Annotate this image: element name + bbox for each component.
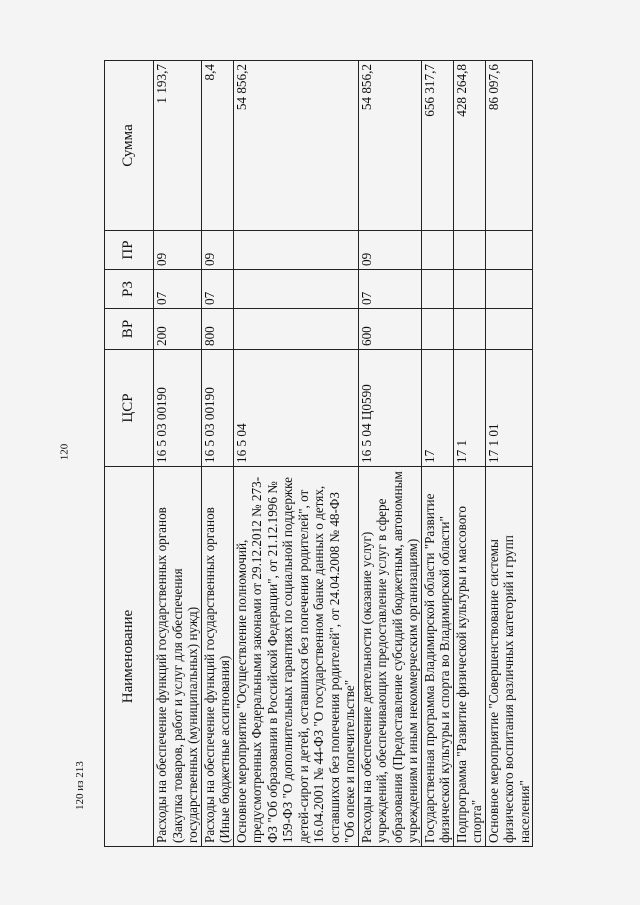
cell-pr (485, 231, 533, 270)
cell-csr: 16 5 04 Ц0590 (358, 350, 421, 467)
budget-table (104, 60, 533, 847)
table-row (154, 61, 202, 847)
table-row (358, 61, 421, 847)
cell-vr (485, 309, 533, 350)
cell-sum: 656 317,7 (421, 61, 453, 231)
cell-vr: 800 (201, 309, 233, 350)
cell-csr: 16 5 04 (233, 350, 358, 467)
cell-vr: 600 (358, 309, 421, 350)
cell-rz (421, 270, 453, 309)
cell-csr: 16 5 03 00190 (201, 350, 233, 467)
table-header-row (105, 61, 154, 847)
header-csr: ЦСР (105, 350, 154, 467)
cell-pr: 09 (201, 231, 233, 270)
rotated-page-content (104, 60, 532, 847)
cell-vr (233, 309, 358, 350)
cell-csr: 16 5 03 00190 (154, 350, 202, 467)
cell-rz: 07 (154, 270, 202, 309)
cell-name: Основное мероприятие "Осуществление полномочий, предусмотренных Федеральными законами от 29.12.2012 № 273-ФЗ "Об образовании в Российской Федерации", от 21.12.1996 № 159-ФЗ "О дополнительных гарантиях по социальной поддержке детей-сирот и детей, оставшихся без попечения родителей", от 16.04.2001 № 44-ФЗ "О государственном банке данных о детях, оставшихся без попечения родителей", от 24.04.2008 № 48-ФЗ "Об опеке и попечительстве" (233, 467, 358, 847)
cell-vr: 200 (154, 309, 202, 350)
table-row (485, 61, 533, 847)
cell-vr (453, 309, 485, 350)
cell-pr (233, 231, 358, 270)
cell-name: Подпрограмма "Развитие физической культуры и массового спорта" (453, 467, 485, 847)
cell-rz (233, 270, 358, 309)
header-pr: ПР (105, 231, 154, 270)
cell-name: Расходы на обеспечение функций государственных органов (Закупка товаров, работ и услуг для обеспечения государственных (муниципальных) нужд) (154, 467, 202, 847)
cell-name: Расходы на обеспечение деятельности (оказание услуг) учреждений, обеспечивающих предоставление услуг в сфере образования (Предоставление субсидий бюджетным, автономным учреждениям и иным некоммерческим организациям) (358, 467, 421, 847)
cell-csr: 17 1 01 (485, 350, 533, 467)
cell-name: Государственная программа Владимирской области "Развитие физической культуры и спорта во Владимирской области" (421, 467, 453, 847)
cell-sum: 86 097,6 (485, 61, 533, 231)
cell-pr (453, 231, 485, 270)
cell-rz (485, 270, 533, 309)
header-sum: Сумма (105, 61, 154, 231)
cell-pr: 09 (358, 231, 421, 270)
table-row (421, 61, 453, 847)
cell-rz: 07 (358, 270, 421, 309)
cell-name: Расходы на обеспечение функций государственных органов (Иные бюджетные ассигнования) (201, 467, 233, 847)
table-row (453, 61, 485, 847)
cell-pr: 09 (154, 231, 202, 270)
page-footer: 120 из 213 (74, 761, 86, 810)
cell-sum: 54 856,2 (233, 61, 358, 231)
cell-vr (421, 309, 453, 350)
table-row (201, 61, 233, 847)
header-name: Наименование (105, 467, 154, 847)
header-vr: ВР (105, 309, 154, 350)
cell-sum: 8,4 (201, 61, 233, 231)
cell-sum: 428 264,8 (453, 61, 485, 231)
cell-rz: 07 (201, 270, 233, 309)
cell-rz (453, 270, 485, 309)
cell-name: Основное мероприятие "Совершенствование системы физического воспитания различных категорий и групп населения" (485, 467, 533, 847)
cell-sum: 54 856,2 (358, 61, 421, 231)
cell-csr: 17 1 (453, 350, 485, 467)
header-rz: РЗ (105, 270, 154, 309)
cell-sum: 1 193,7 (154, 61, 202, 231)
cell-pr (421, 231, 453, 270)
table-row (233, 61, 358, 847)
cell-csr: 17 (421, 350, 453, 467)
page-number: 120 (58, 443, 71, 461)
